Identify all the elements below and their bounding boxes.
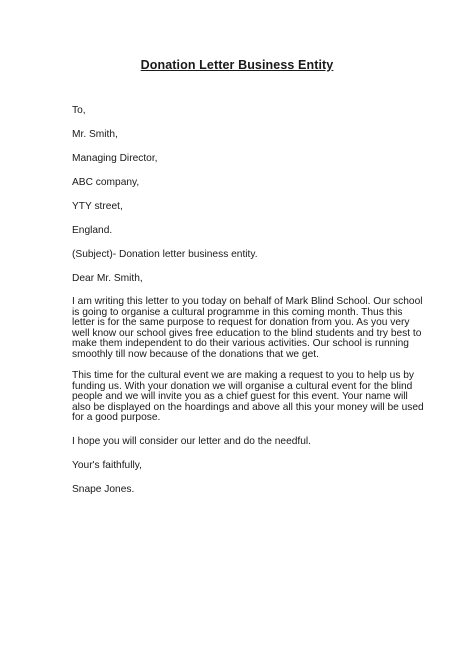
paragraph-line: letter is for the same purpose to request for donation from you. As you very bbox=[72, 317, 410, 329]
body-paragraph-2 bbox=[72, 371, 424, 424]
address-line-to: To, bbox=[72, 105, 86, 116]
subject-line: (Subject)- Donation letter business entity. bbox=[72, 249, 258, 260]
paragraph-line: I am writing this letter to you today on behalf of Mark Blind School. Our school bbox=[72, 296, 423, 307]
closing: Your's faithfully, bbox=[72, 460, 142, 471]
body-paragraph-1 bbox=[72, 297, 423, 361]
paragraph-line: well know our school gives free education to the blind students and try best to bbox=[72, 327, 422, 339]
address-line-street: YTY street, bbox=[72, 201, 123, 212]
letter-title: Donation Letter Business Entity bbox=[140, 58, 334, 72]
paragraph-line: This time for the cultural event we are making a request to you to help us by bbox=[72, 370, 415, 381]
paragraph-line: for a good purpose. bbox=[72, 412, 161, 424]
paragraph-line: make them independent to do their various activities. Our school is running bbox=[72, 338, 409, 350]
address-line-recipient: Mr. Smith, bbox=[72, 129, 118, 140]
paragraph-line: also be displayed on the hoardings and above all this your money will be used bbox=[72, 401, 424, 413]
paragraph-line: is going to organise a cultural programme in this coming month. Thus this bbox=[72, 306, 403, 318]
body-paragraph-3: I hope you will consider our letter and do the needful. bbox=[72, 436, 311, 447]
salutation: Dear Mr. Smith, bbox=[72, 273, 143, 284]
paragraph-line: people and we will invite you as a chief guest for this event. Your name will bbox=[72, 391, 408, 403]
address-line-company: ABC company, bbox=[72, 177, 140, 188]
paragraph-line: funding us. With your donation we will organise a cultural event for the blind bbox=[72, 380, 413, 392]
address-line-position: Managing Director, bbox=[72, 153, 158, 164]
address-line-country: England. bbox=[72, 225, 113, 236]
signature-name: Snape Jones. bbox=[72, 484, 135, 495]
paragraph-line: smoothly till now because of the donations that we get. bbox=[72, 348, 319, 360]
